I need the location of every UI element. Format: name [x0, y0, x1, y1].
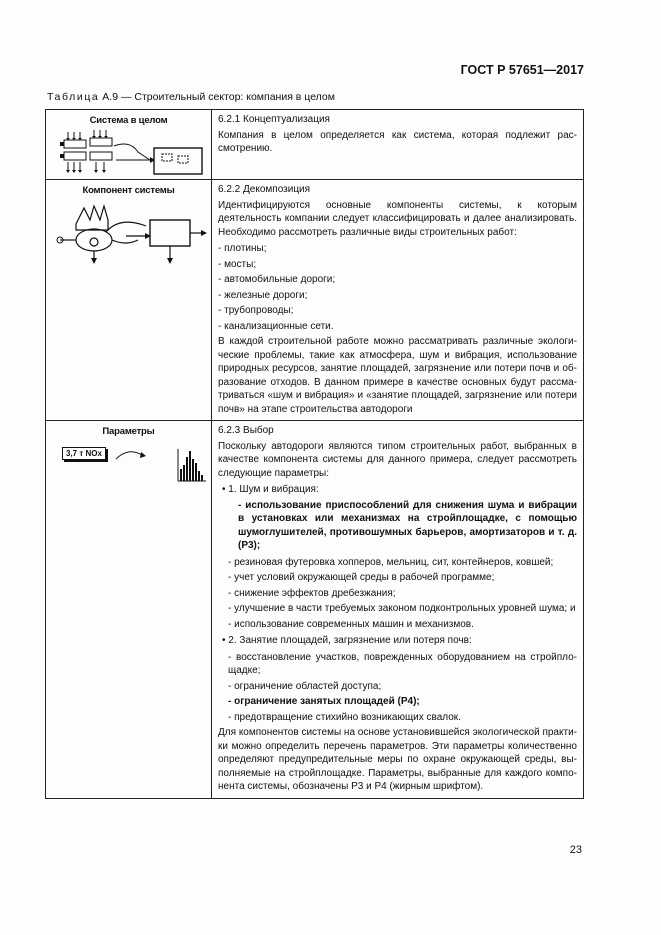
system-component-diagram	[46, 196, 211, 266]
list-item: - улучшение в части требуемых законом подконтрольных уровней шума; и	[228, 603, 576, 614]
paragraph: Поскольку автодороги являются типом строительных работ, выбранных в качестве компонента системы для данного примера, следует рассмотреть следующие параметры:	[218, 440, 577, 479]
list-item: - канализационные сети.	[218, 320, 334, 332]
table-row	[46, 180, 584, 421]
caption-number: А.9 —	[99, 91, 135, 103]
text-cell	[212, 110, 584, 180]
paragraph: Компания в целом определяется как система, которая подлежит рассмотрению.	[218, 129, 577, 154]
paragraph: Идентифицируются основные компоненты системы, к которым деятельность компании следует классифицировать и далее анализировать. Необходимо рассмотреть различные виды строительных работ:	[218, 199, 577, 238]
bold-parameter-p3: - использование приспособлений для снижения шума и вибрации в установках или механизмах на стройплощадке, с помощью шумоглушителей, противошумных барьеров, амортизаторов и т. д. (Р3);	[238, 499, 577, 551]
figure-cell	[46, 421, 212, 799]
standard-number: ГОСТ Р 57651—2017	[460, 63, 584, 77]
land-measures-list	[218, 651, 577, 725]
caption-title: Строительный сектор: компания в целом	[134, 91, 335, 103]
table-row	[46, 421, 584, 799]
figure-cell	[46, 110, 212, 180]
caption-label: Таблица	[47, 91, 100, 103]
list-item: - предотвращение стихийно возникающих свалок.	[228, 711, 461, 723]
figure-title: Система в целом	[89, 115, 168, 126]
text-cell	[212, 421, 584, 799]
list-item: - использование современных машин и механизмов.	[228, 618, 474, 630]
parameters-histogram	[46, 437, 211, 487]
parameter-group-land	[218, 634, 577, 648]
paragraph: В каждой строительной работе можно рассматривать различные экологические проблемы, такие как атмосфера, шум и вибрация, использование природных ресурсов, занятие площадей, загрязнение или потери почв и образование отходов. В данном примере в качестве основных будут рассматриваться «шум и вибрация» и «занятие площадей, загрязнение или потери почв» на этапе строительства автодороги	[218, 336, 577, 415]
construction-types-list	[218, 242, 577, 333]
list-item: - плотины;	[218, 243, 267, 254]
list-item: - ограничение областей доступа;	[228, 680, 382, 692]
figure-title: Компонент системы	[82, 185, 175, 196]
list-item: - трубопроводы;	[218, 305, 294, 316]
system-whole-diagram	[46, 126, 211, 178]
parameters-figure	[46, 437, 211, 487]
list-item: - автомобильные дороги;	[218, 274, 336, 285]
nox-label: 3,7 т NOx	[62, 447, 106, 460]
section-heading: 6.2.2 Декомпозиция	[218, 184, 311, 195]
section-heading: 6.2.1 Концептуализация	[218, 114, 330, 125]
bold-parameter-p4: - ограничение занятых площадей (Р4);	[228, 696, 420, 707]
section-heading: 6.2.3 Выбор	[218, 425, 274, 436]
noise-measures-list	[218, 556, 577, 632]
list-item: - железные дороги;	[218, 289, 308, 301]
group-title: • 2. Занятие площадей, загрязнение или потеря почв:	[222, 635, 472, 646]
parameter-group-noise	[218, 483, 577, 553]
page-number: 23	[569, 844, 582, 856]
table-row	[46, 110, 584, 180]
list-item: - резиновая футеровка хопперов, мельниц, сит, контейнеров, ковшей;	[228, 556, 554, 568]
list-item: - снижение эффектов дребезжания;	[228, 587, 396, 599]
table-caption	[47, 91, 335, 103]
list-item: - учет условий окружающей среды в рабочей программе;	[228, 572, 495, 583]
list-item: - восстановление участков, поврежденных оборудованием на стройплощадке;	[228, 651, 577, 676]
paragraph: Для компонентов системы на основе установившейся экологической практики можно определить перечень параметров. Эти параметры количественно определяют предупредительные меры по охране окружающей среды, выполняемые на стройплощадке. Параметры, выбранные для каждого компонента системы, обозначены Р3 и Р4 (жирным шрифтом).	[218, 727, 577, 792]
figure-title: Параметры	[102, 426, 155, 437]
text-cell	[212, 180, 584, 421]
group-title: • 1. Шум и вибрация:	[222, 484, 319, 495]
construction-table	[45, 109, 584, 799]
figure-cell	[46, 180, 212, 421]
list-item: - мосты;	[218, 258, 257, 270]
